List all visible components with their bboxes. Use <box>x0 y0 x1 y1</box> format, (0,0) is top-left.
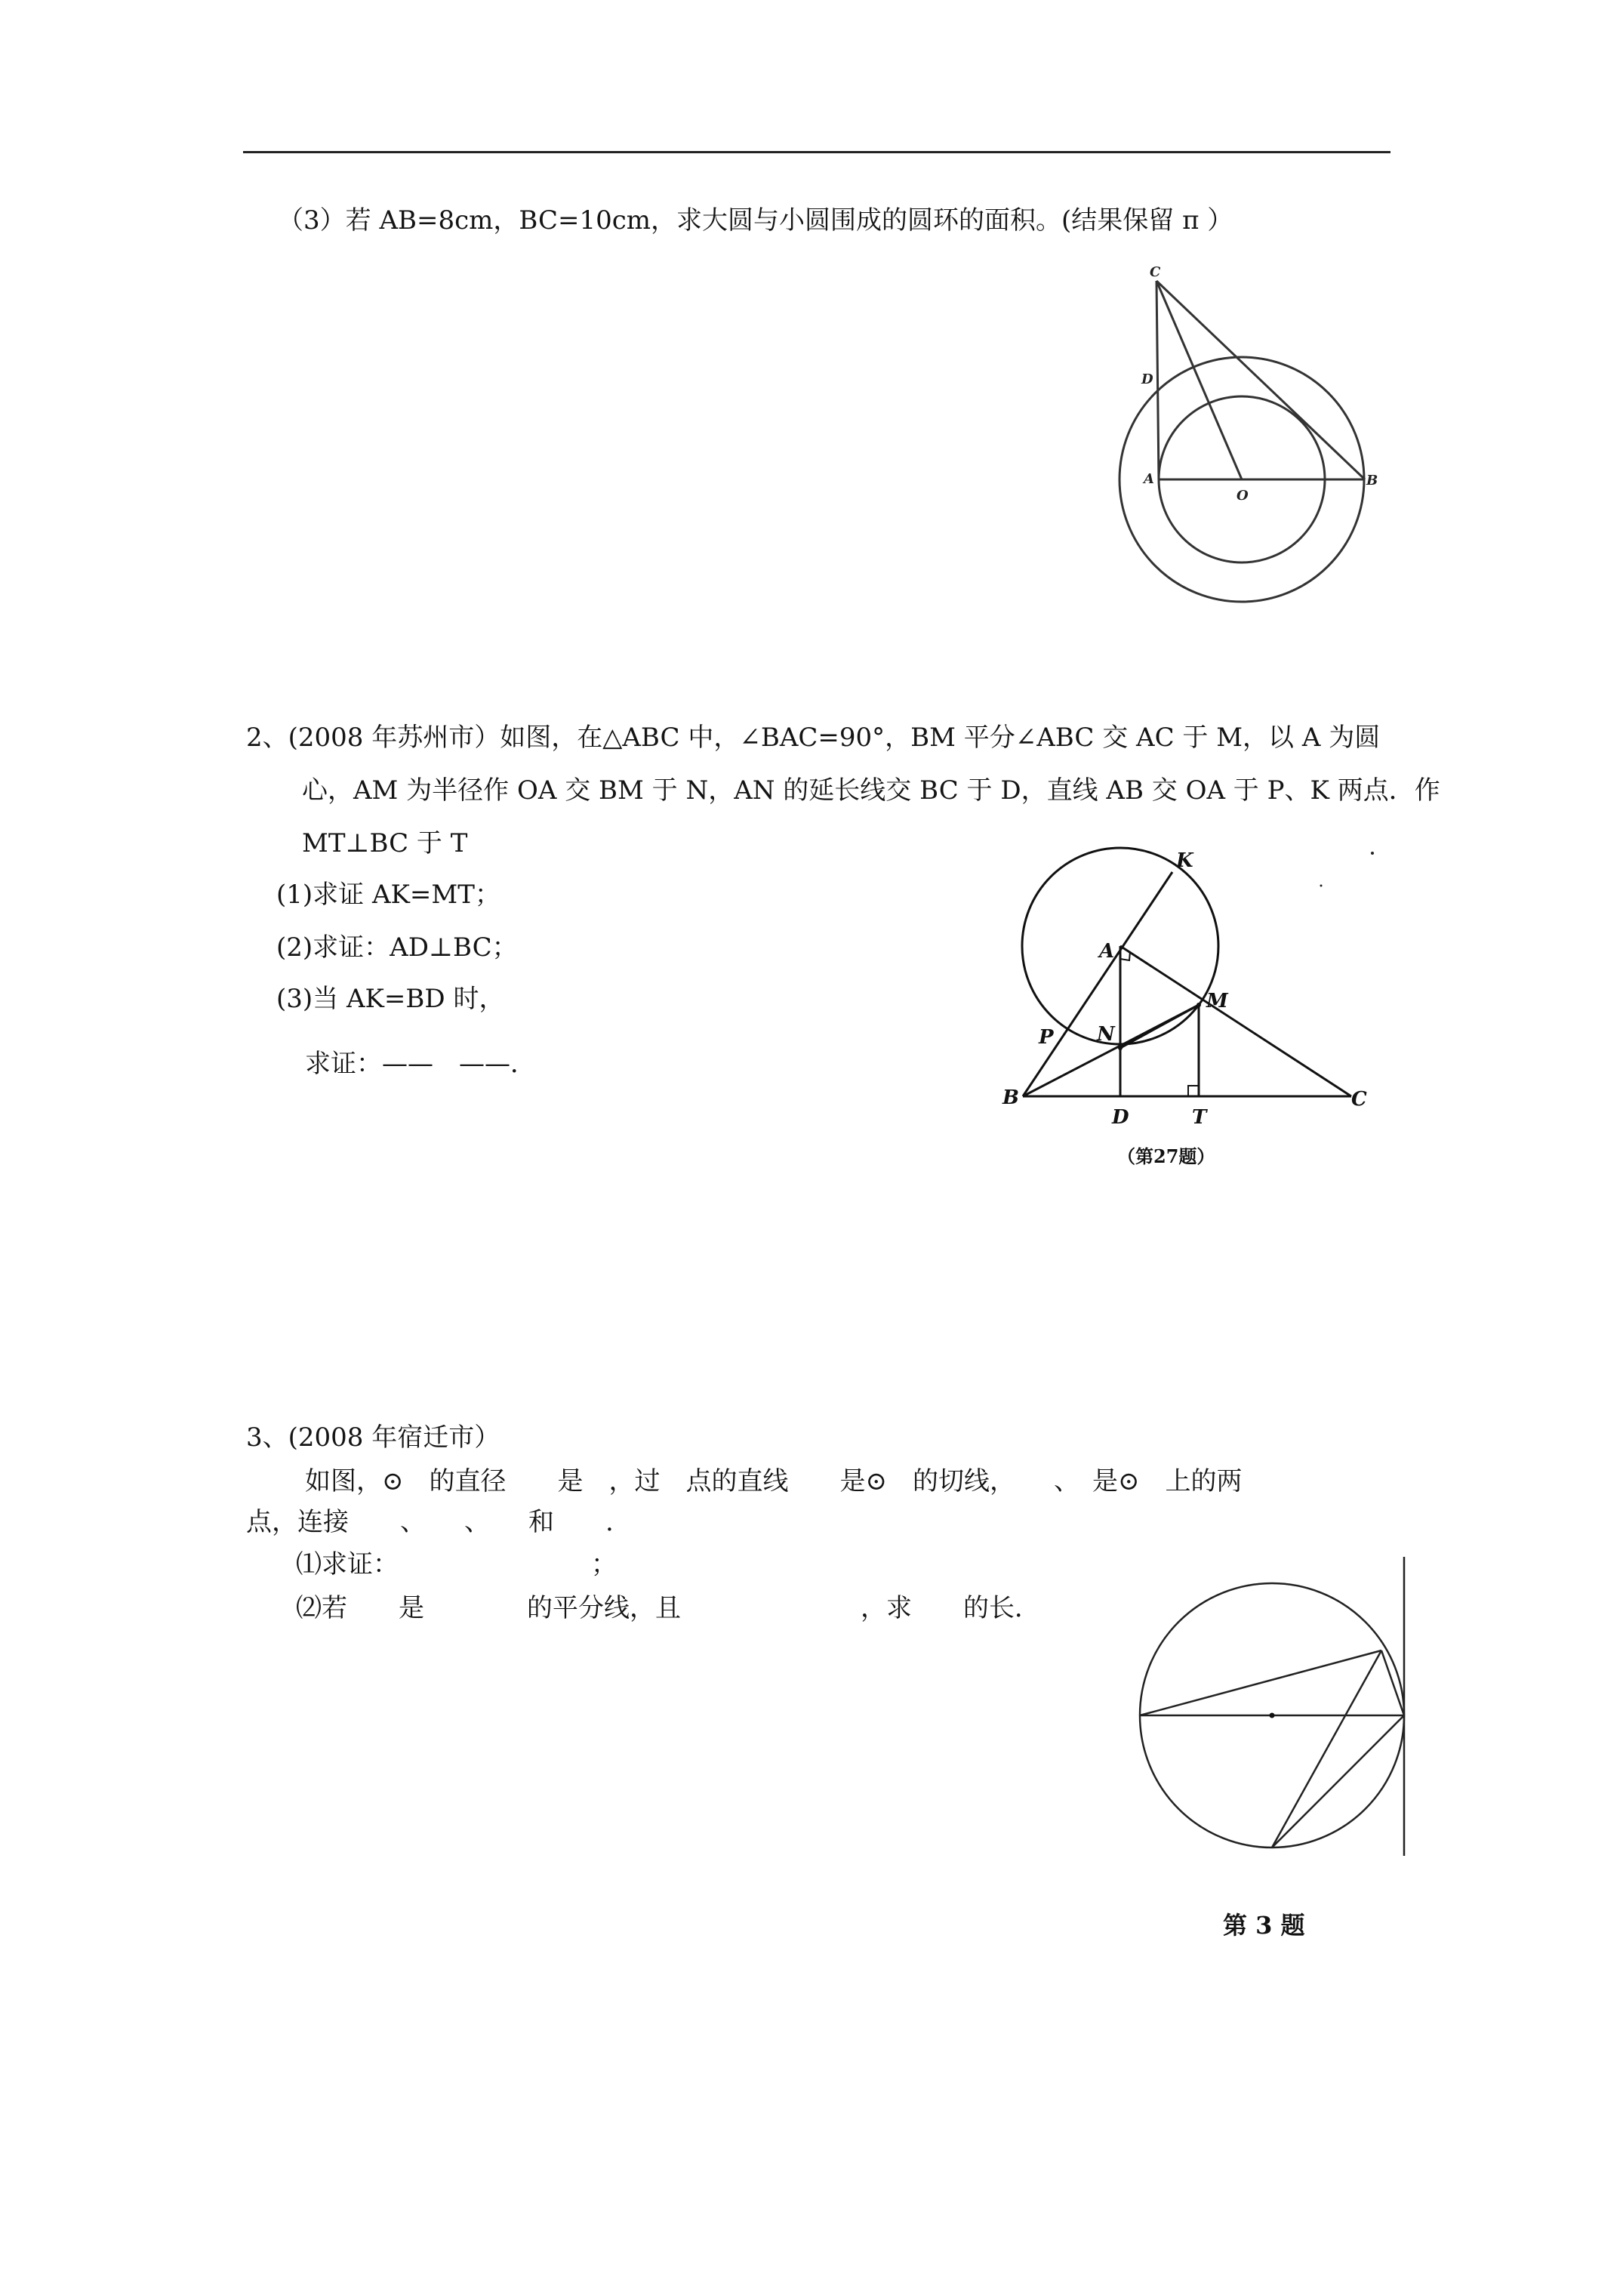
label-D: D <box>1141 371 1153 387</box>
header-rule <box>243 151 1390 153</box>
label-C2: C <box>1351 1088 1367 1111</box>
problem-part3-text: （3）若 AB=8cm，BC=10cm，求大圆与小圆围成的圆环的面积。(结果保留 π ） <box>278 205 1233 236</box>
label-D2: D <box>1112 1106 1129 1129</box>
figure3-caption: 第 3 题 <box>1223 1911 1305 1940</box>
problem2-line1: 2、(2008 年苏州市）如图，在△ABC 中，∠BAC=90°，BM 平分∠ABC 交 AC 于 M，以 A 为圆 <box>246 723 1381 753</box>
problem2-line2: 心，AM 为半径作 OA 交 BM 于 N，AN 的延长线交 BC 于 D，直线 AB 交 OA 于 P、K 两点．作 <box>302 775 1440 806</box>
label-B2: B <box>1002 1086 1019 1109</box>
segment-AC <box>1120 946 1351 1096</box>
right-angle-T <box>1188 1086 1199 1096</box>
chord-left-to-top-point <box>1140 1650 1381 1715</box>
problem3-line2: 点，连接 、 、 和 . <box>246 1507 614 1537</box>
label-M: M <box>1206 990 1228 1012</box>
label-O: O <box>1236 488 1249 504</box>
problem2-q2: (2)求证：AD⊥BC； <box>276 932 518 963</box>
line-BK <box>1023 872 1172 1096</box>
segment-AC <box>1156 281 1159 479</box>
problem2-q3-proof: 求证：—— ——． <box>305 1049 536 1079</box>
segment-NM <box>1120 1005 1199 1048</box>
large-circle <box>1119 357 1364 602</box>
label-C: C <box>1150 264 1161 280</box>
label-P: P <box>1039 1026 1054 1049</box>
problem2-q3: (3)当 AK=BD 时， <box>276 984 505 1014</box>
problem3-title: 3、(2008 年宿迁市） <box>246 1422 500 1453</box>
chord-bottom-to-tangent-point <box>1272 1715 1404 1848</box>
label-T: T <box>1192 1106 1207 1129</box>
segment-CB <box>1156 281 1365 479</box>
problem3-q2: ⑵若 是 的平分线，且 ，求 的长． <box>296 1593 1040 1623</box>
problem3-line1: 如图，⊙ 的直径 是 ，过 点的直线 是⊙ 的切线， 、 是⊙ 上的两 <box>305 1466 1243 1496</box>
top-point-to-tangent-point <box>1381 1650 1404 1715</box>
segment-CO <box>1156 281 1242 479</box>
label-A2: A <box>1099 940 1115 963</box>
figure2-caption: （第27题） <box>1117 1145 1215 1167</box>
label-B: B <box>1366 473 1378 488</box>
problem2-line3: MT⊥BC 于 T <box>302 828 468 858</box>
right-angle-A <box>1120 951 1130 960</box>
small-circle <box>1159 396 1325 562</box>
label-A: A <box>1144 471 1154 487</box>
center-dot <box>1270 1713 1275 1718</box>
problem3-q1: ⑴求证： ； <box>296 1549 617 1579</box>
label-N: N <box>1097 1023 1115 1046</box>
chord-bottom-to-top-point <box>1272 1650 1381 1848</box>
circle-O <box>1140 1583 1404 1848</box>
problem2-q1: (1)求证 AK=MT； <box>276 880 500 910</box>
circle-A <box>1022 848 1218 1044</box>
segment-BM <box>1023 1005 1199 1096</box>
label-K: K <box>1176 849 1193 872</box>
